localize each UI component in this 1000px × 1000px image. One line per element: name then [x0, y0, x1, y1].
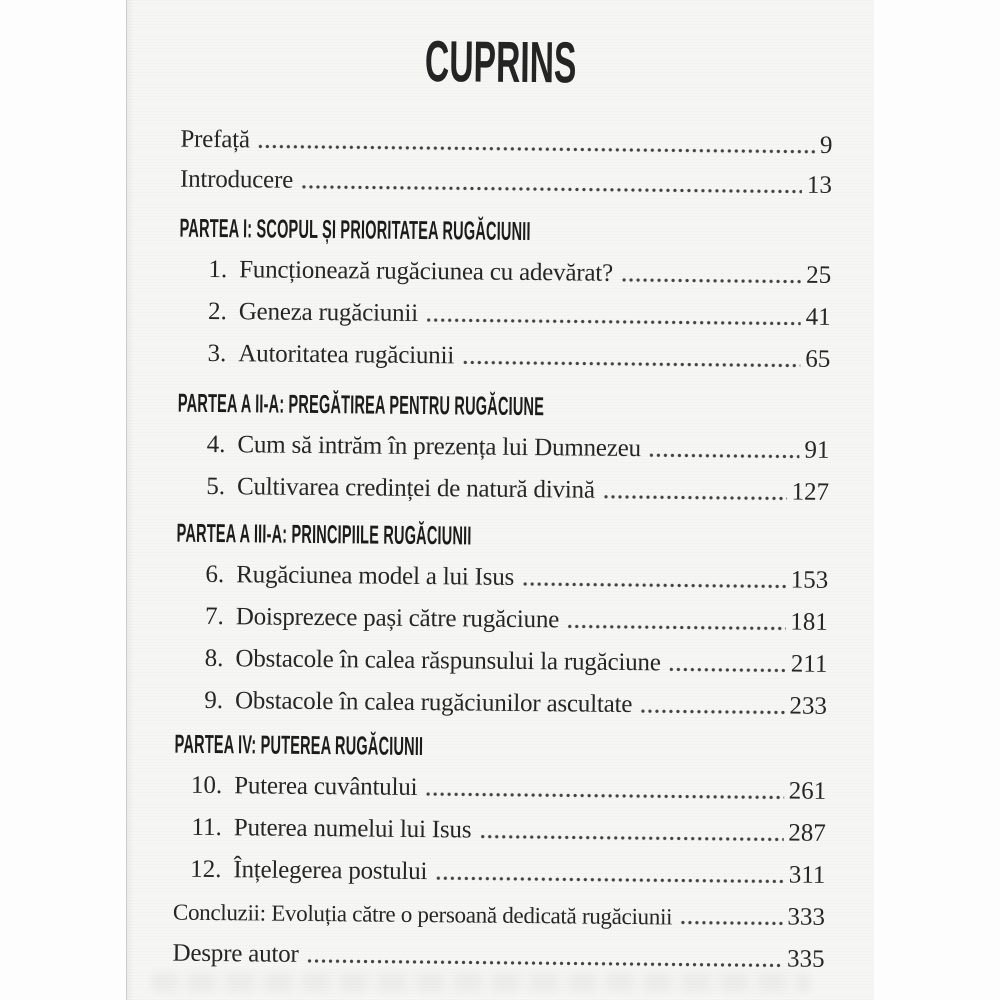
bleedthrough-text-ghost: [151, 972, 811, 992]
dot-leader: [670, 667, 786, 672]
title-container: [127, 30, 875, 97]
section-heading-label: PARTEA I: SCOPUL ȘI PRIORITATEA RUGĂCIUNII: [179, 212, 531, 247]
page-number: 65: [805, 345, 831, 373]
page-number: 153: [790, 566, 829, 594]
toc-entry: [174, 805, 826, 853]
toc-entry: [178, 331, 830, 379]
chapter-number: 2.: [207, 297, 227, 326]
entry-label: Rugăciunea model a lui Isus: [236, 561, 515, 591]
entry-label: Puterea cuvântului: [234, 772, 418, 801]
chapter-number: 5.: [206, 472, 226, 501]
table-of-contents: [172, 119, 832, 979]
page-number: 9: [819, 131, 833, 159]
toc-entry: [174, 763, 826, 811]
section-heading-label: PARTEA IV: PUTEREA RUGĂCIUNII: [174, 728, 424, 762]
chapter-number: 11.: [191, 813, 222, 842]
chapter-number: 4.: [206, 430, 226, 459]
page-number: 287: [788, 819, 826, 847]
page-number: 335: [786, 945, 825, 973]
dot-leader: [523, 582, 786, 589]
toc-entry: [177, 422, 829, 470]
page-number: 261: [788, 777, 827, 805]
toc-entry: [179, 289, 831, 337]
section-heading: [179, 209, 831, 253]
page-number: 233: [789, 692, 828, 720]
toc-entry: [180, 159, 832, 205]
entry-label: Cultivarea credinței de natură divină: [236, 473, 595, 504]
chapter-number: 3.: [207, 339, 227, 368]
entry-label: Concluzii: Evoluția către o persoană dedicată rugăciunii: [172, 899, 673, 930]
dot-leader: [308, 959, 782, 968]
toc-entry: [173, 889, 825, 937]
chapter-number: 10.: [190, 771, 223, 800]
toc-entry: [173, 847, 825, 895]
page-number: 311: [788, 861, 826, 889]
page-number: 91: [804, 436, 830, 464]
dot-leader: [436, 876, 784, 883]
entry-label: Puterea numelui lui Isus: [233, 814, 472, 844]
entry-label: Funcționează rugăciunea cu adevărat?: [239, 256, 614, 287]
page-content: [118, 0, 874, 979]
toc-entry: [179, 247, 831, 295]
entry-label: Obstacole în calea rugăciunilor ascultate: [234, 687, 633, 719]
dot-leader: [426, 792, 783, 799]
page-number: 127: [791, 478, 830, 506]
dot-leader: [604, 495, 787, 501]
section-heading-label: PARTEA A II-A: PREGĂTIREA PENTRU RUGĂCIUNE: [177, 387, 545, 422]
entry-label: Introducere: [179, 165, 294, 194]
entry-label: Prefață: [180, 125, 250, 154]
chapter-number: 8.: [204, 644, 224, 673]
dot-leader: [568, 624, 785, 630]
entry-label: Înțelegerea postului: [233, 856, 428, 886]
section-heading-label: PARTEA A III-A: PRINCIPIILE RUGĂCIUNII: [176, 517, 472, 551]
page-number: 211: [790, 650, 828, 678]
page-number: 25: [806, 261, 832, 289]
dot-leader: [302, 185, 802, 194]
dot-leader: [259, 144, 815, 153]
section-heading: [174, 725, 826, 769]
chapter-number: 6.: [205, 560, 225, 589]
chapter-number: 9.: [204, 686, 224, 715]
page-number: 41: [805, 303, 831, 331]
toc-entry: [175, 636, 827, 684]
toc-entry: [176, 594, 828, 642]
chapter-number: 1.: [208, 255, 228, 284]
dot-leader: [622, 278, 801, 284]
toc-entry: [176, 552, 828, 600]
section-heading: [178, 384, 830, 428]
toc-entry: [175, 678, 827, 726]
entry-label: Doisprezece pași către rugăciune: [235, 603, 560, 634]
dot-leader: [650, 453, 800, 458]
entry-label: Obstacole în calea răspunsului la rugăciune: [235, 645, 661, 677]
dot-leader: [463, 360, 800, 367]
dot-leader: [480, 835, 783, 842]
dot-leader: [641, 709, 784, 714]
entry-label: Despre autor: [172, 939, 299, 968]
dot-leader: [681, 921, 782, 926]
entry-label: Autoritatea rugăciunii: [238, 340, 455, 370]
chapter-number: 12.: [190, 855, 222, 884]
dot-leader: [427, 318, 801, 326]
section-heading: [176, 514, 828, 558]
page-number: 333: [787, 903, 826, 931]
toc-entry: [177, 464, 829, 512]
entry-label: Geneza rugăciunii: [238, 298, 419, 327]
page-number: 13: [806, 171, 833, 199]
chapter-number: 7.: [204, 602, 224, 631]
toc-entry: [180, 119, 832, 165]
book-page: [126, 0, 874, 1000]
page-title: CUPRINS: [424, 29, 577, 96]
page-number: 181: [790, 608, 828, 636]
entry-label: Cum să intrăm în prezența lui Dumnezeu: [237, 431, 641, 463]
